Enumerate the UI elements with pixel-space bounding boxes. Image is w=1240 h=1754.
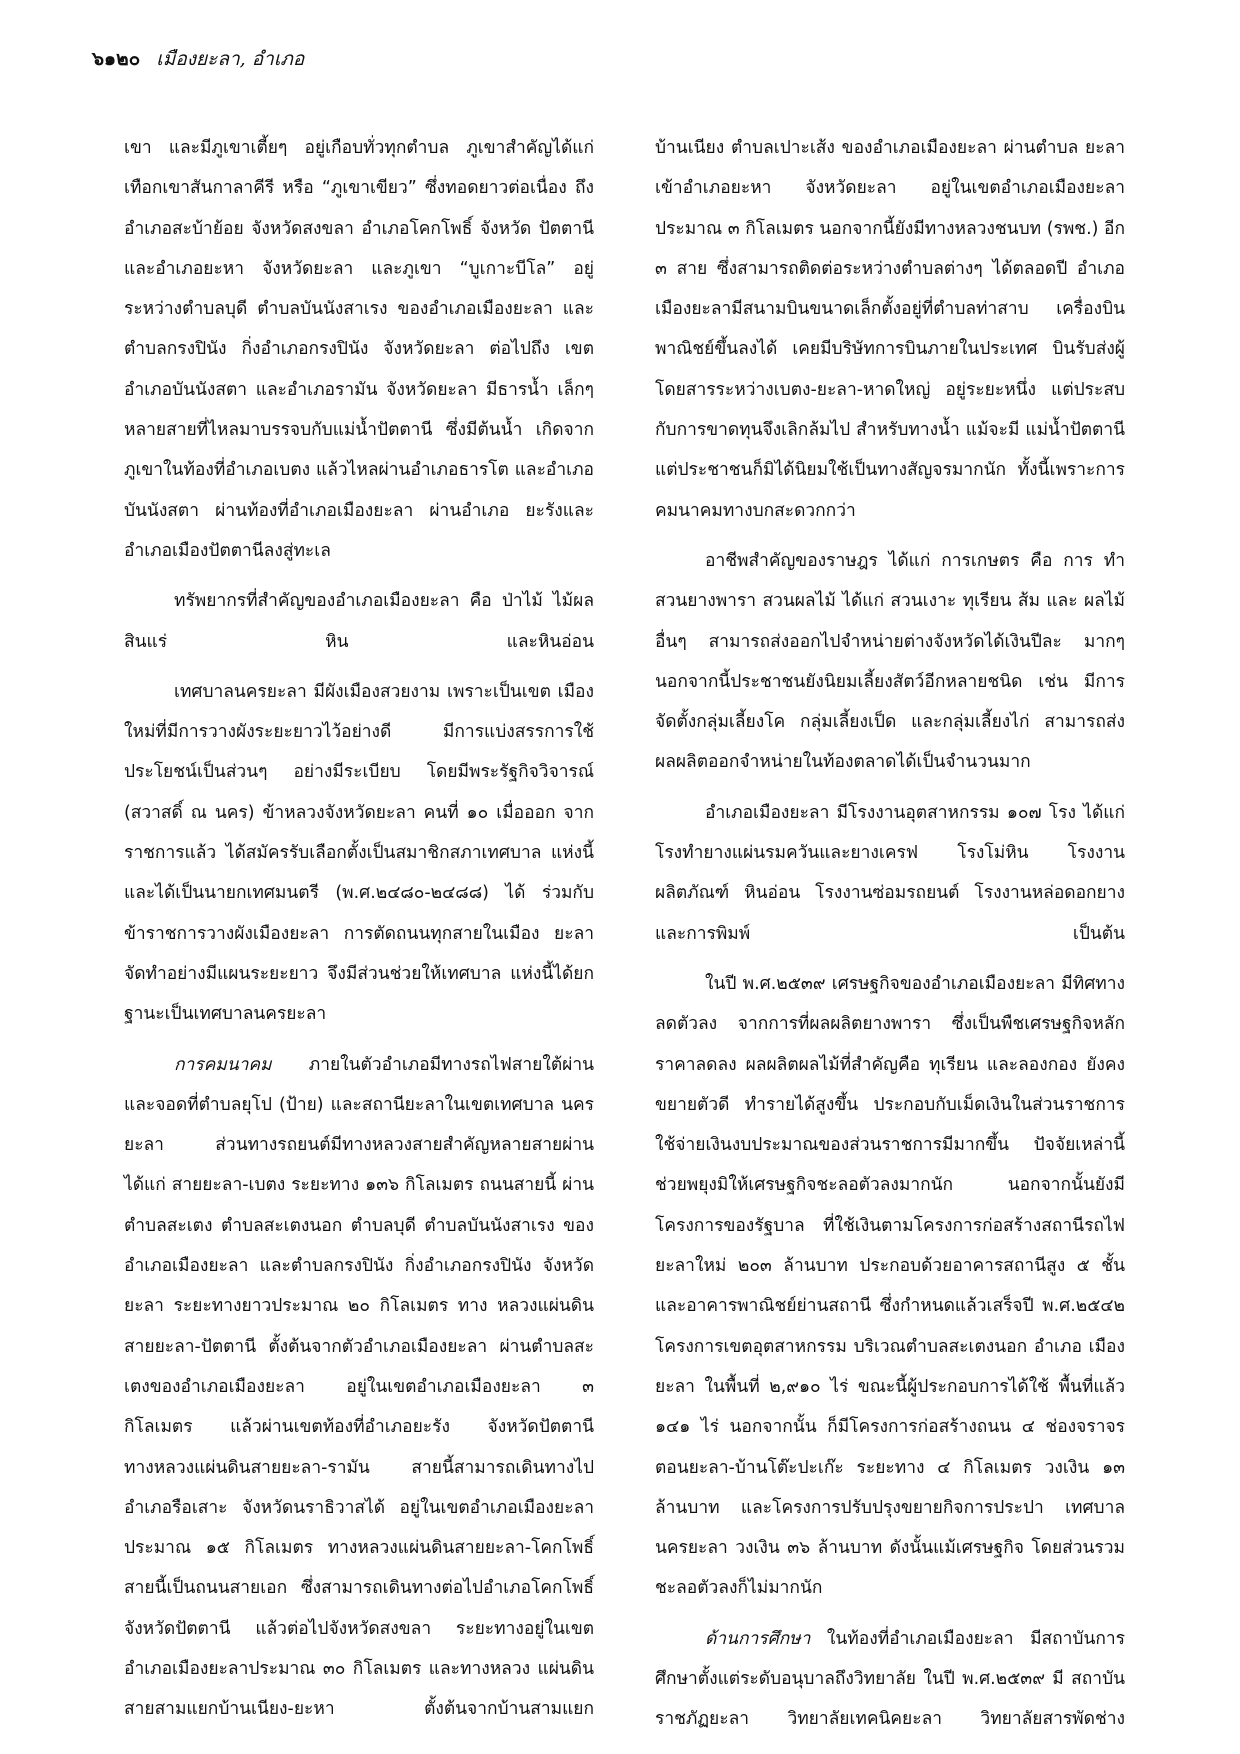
- paragraph-municipality: เทศบาลนครยะลา มีผังเมืองสวยงาม เพราะเป็นเขต เมืองใหม่ที่มีการวางผังระยะยาวไว้อย่างดี มีการแบ่งสรรการใช้ ประโยชน์เป็นส่วนๆ อย่างมีระเบียบ โดยมีพระรัฐกิจวิจารณ์ (สวาสดิ์ ณ นคร) ข้าหลวงจังหวัดยะลา คนที่ ๑๐ เมื่อออก จากราชการแล้ว ได้สมัครรับเลือกตั้งเป็นสมาชิกสภาเทศบาล แห่งนี้ และได้เป็นนายกเทศมนตรี (พ.ศ.๒๔๘๐-๒๔๘๘) ได้ ร่วมกับข้าราชการวางผังเมืองยะลา การตัดถนนทุกสายในเมือง ยะลา จัดทำอย่างมีแผนระยะยาว จึงมีส่วนช่วยให้เทศบาล แห่งนี้ได้ยกฐานะเป็นเทศบาลนครยะลา: [124, 681, 594, 1025]
- education-text: ในท้องที่อำเภอเมืองยะลา มีสถาบันการ ศึกษาตั้งแต่ระดับอนุบาลถึงวิทยาลัย ในปี พ.ศ.๒๕๓๙ มี สถาบันราชภัฏยะลา วิทยาลัยเทคนิคยะลา วิทยาลัยสารพัดช่าง: [655, 1628, 1125, 1730]
- transportation-text: ภายในตัวอำเภอมีทางรถไฟสายใต้ผ่าน และจอดที่ตำบลยุโป (ป้าย) และสถานียะลาในเขตเทศบาล นครยะลา ส่วนทางรถยนต์มีทางหลวงสายสำคัญหลายสายผ่าน ได้แก่ สายยะลา-เบตง ระยะทาง ๑๓๖ กิโลเมตร ถนนสายนี้ ผ่านตำบลสะเตง ตำบลสะเตงนอก ตำบลบุดี ตำบลบันนังสาเรง ของอำเภอเมืองยะลา และตำบลกรงปินัง กิ่งอำเภอกรงปินัง จังหวัดยะลา ระยะทางยาวประมาณ ๒๐ กิโลเมตร ทาง หลวงแผ่นดินสายยะลา-ปัตตานี ตั้งต้นจากตัวอำเภอเมืองยะลา ผ่านตำบลสะเตงของอำเภอเมืองยะลา อยู่ในเขตอำเภอเมืองยะลา ๓ กิโลเมตร แล้วผ่านเขตท้องที่อำเภอยะรัง จังหวัดปัตตานี ทางหลวงแผ่นดินสายยะลา-รามัน สายนี้สามารถเดินทางไป อำเภอรือเสาะ จังหวัดนราธิวาสได้ อยู่ในเขตอำเภอเมืองยะลา ประมาณ ๑๕ กิโลเมตร ทางหลวงแผ่นดินสายยะลา-โคกโพธิ์ สายนี้เป็นถนนสายเอก ซึ่งสามารถเดินทางต่อไปอำเภอโคกโพธิ์ จังหวัดปัตตานี แล้วต่อไปจังหวัดสงขลา ระยะทางอยู่ในเขต อำเภอเมืองยะลาประมาณ ๓๐ กิโลเมตร และทางหลวง แผ่นดินสายสามแยกบ้านเนียง-ยะหา ตั้งต้นจากบ้านสามแยก: [124, 1054, 594, 1720]
- transportation-heading: การคมนาคม: [174, 1054, 272, 1075]
- right-column: [655, 128, 1125, 1750]
- education-heading: ด้านการศึกษา: [705, 1628, 811, 1649]
- paragraph-education: [655, 1619, 1125, 1740]
- page-number: ๖๑๒๐: [92, 48, 141, 70]
- paragraph-airport: บ้านเนียง ตำบลเปาะเส้ง ของอำเภอเมืองยะลา ผ่านตำบล ยะลาเข้าอำเภอยะหา จังหวัดยะลา อยู่ในเขตอำเภอเมืองยะลา ประมาณ ๓ กิโลเมตร นอกจากนี้ยังมีทางหลวงชนบท (รพช.) อีก ๓ สาย ซึ่งสามารถติดต่อระหว่างตำบลต่างๆ ได้ตลอดปี อำเภอเมืองยะลามีสนามบินขนาดเล็กตั้งอยู่ที่ตำบลท่าสาบ เครื่องบินพาณิชย์ขึ้นลงได้ เคยมีบริษัทการบินภายในประเทศ บินรับส่งผู้โดยสารระหว่างเบตง-ยะลา-หาดใหญ่ อยู่ระยะหนึ่ง แต่ประสบกับการขาดทุนจึงเลิกล้มไป สำหรับทางน้ำ แม้จะมี แม่น้ำปัตตานี แต่ประชาชนก็มิได้นิยมใช้เป็นทางสัญจรมากนัก ทั้งนี้เพราะการคมนาคมทางบกสะดวกกว่า: [655, 138, 1125, 521]
- paragraph-transportation: [124, 1045, 594, 1730]
- paragraph-occupation: อาชีพสำคัญของราษฎร ได้แก่ การเกษตร คือ การ ทำสวนยางพารา สวนผลไม้ ได้แก่ สวนเงาะ ทุเรียน ส้ม และ ผลไม้อื่นๆ สามารถส่งออกไปจำหน่ายต่างจังหวัดได้เงินปีละ มากๆ นอกจากนี้ประชาชนยังนิยมเลี้ยงสัตว์อีกหลายชนิด เช่น มีการจัดตั้งกลุ่มเลี้ยงโค กลุ่มเลี้ยงเป็ด และกลุ่มเลี้ยงไก่ สามารถส่งผลผลิตออกจำหน่ายในท้องตลาดได้เป็นจำนวนมาก: [655, 550, 1125, 773]
- running-header: [92, 44, 304, 74]
- left-column: [124, 128, 594, 1740]
- paragraph-mountains: เขา และมีภูเขาเตี้ยๆ อยู่เกือบทั่วทุกตำบล ภูเขาสำคัญได้แก่ เทือกเขาสันกาลาคีรี หรือ “ภูเขาเขียว” ซึ่งทอดยาวต่อเนื่อง ถึงอำเภอสะบ้าย้อย จังหวัดสงขลา อำเภอโคกโพธิ์ จังหวัด ปัตตานี และอำเภอยะหา จังหวัดยะลา และภูเขา “บูเกาะบีโล” อยู่ระหว่างตำบลบุดี ตำบลบันนังสาเรง ของอำเภอเมืองยะลา และตำบลกรงปินัง กิ่งอำเภอกรงปินัง จังหวัดยะลา ต่อไปถึง เขตอำเภอบันนังสตา และอำเภอรามัน จังหวัดยะลา มีธารน้ำ เล็กๆ หลายสายที่ไหลมาบรรจบกับแม่น้ำปัตตานี ซึ่งมีต้นน้ำ เกิดจากภูเขาในท้องที่อำเภอเบตง แล้วไหลผ่านอำเภอธารโต และอำเภอบันนังสตา ผ่านท้องที่อำเภอเมืองยะลา ผ่านอำเภอ ยะรังและอำเภอเมืองปัตตานีลงสู่ทะเล: [124, 138, 594, 561]
- paragraph-economy: ในปี พ.ศ.๒๕๓๙ เศรษฐกิจของอำเภอเมืองยะลา มีทิศทาง ลดตัวลง จากการที่ผลผลิตยางพารา ซึ่งเป็นพืชเศรษฐกิจหลัก ราคาลดลง ผลผลิตผลไม้ที่สำคัญคือ ทุเรียน และลองกอง ยังคงขยายตัวดี ทำรายได้สูงขึ้น ประกอบกับเม็ดเงินในส่วนราชการ ใช้จ่ายเงินงบประมาณของส่วนราชการมีมากขึ้น ปัจจัยเหล่านี้ ช่วยพยุงมิให้เศรษฐกิจชะลอตัวลงมากนัก นอกจากนั้นยังมี โครงการของรัฐบาล ที่ใช้เงินตามโครงการก่อสร้างสถานีรถไฟ ยะลาใหม่ ๒๐๓ ล้านบาท ประกอบด้วยอาคารสถานีสูง ๕ ชั้น และอาคารพาณิชย์ย่านสถานี ซึ่งกำหนดแล้วเสร็จปี พ.ศ.๒๕๔๒ โครงการเขตอุตสาหกรรม บริเวณตำบลสะเตงนอก อำเภอ เมืองยะลา ในพื้นที่ ๒,๙๑๐ ไร่ ขณะนี้ผู้ประกอบการได้ใช้ พื้นที่แล้ว ๑๔๑ ไร่ นอกจากนั้น ก็มีโครงการก่อสร้างถนน ๔ ช่องจราจร ตอนยะลา-บ้านโต๊ะปะเก๊ะ ระยะทาง ๔ กิโลเมตร วงเงิน ๑๓ ล้านบาท และโครงการปรับปรุงขยายกิจการประปา เทศบาลนครยะลา วงเงิน ๓๖ ล้านบาท ดังนั้นแม้เศรษฐกิจ โดยส่วนรวมชะลอตัวลงก็ไม่มากนัก: [655, 973, 1125, 1599]
- running-title: เมืองยะลา, อำเภอ: [156, 48, 305, 70]
- paragraph-industry: อำเภอเมืองยะลา มีโรงงานอุตสาหกรรม ๑๐๗ โรง ได้แก่ โรงทำยางแผ่นรมควันและยางเครฟ โรงโม่หิน โรงงานผลิตภัณฑ์ หินอ่อน โรงงานซ่อมรถยนต์ โรงงานหล่อดอกยาง และการพิมพ์ เป็นต้น: [655, 802, 1125, 944]
- paragraph-resources: ทรัพยากรที่สำคัญของอำเภอเมืองยะลา คือ ป่าไม้ ไม้ผล สินแร่ หิน และหินอ่อน: [124, 591, 594, 652]
